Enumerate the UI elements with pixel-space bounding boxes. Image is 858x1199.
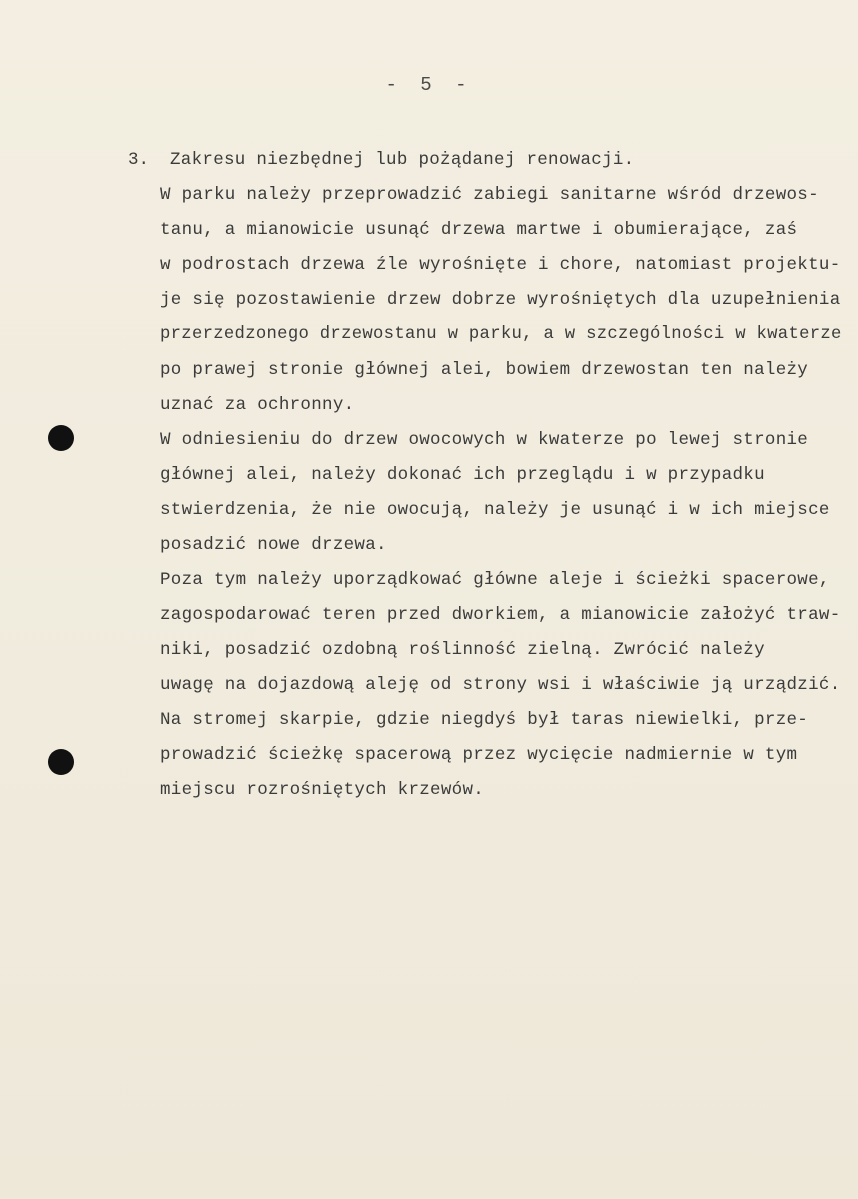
text-line: po prawej stronie głównej alei, bowiem drzewostan ten należy: [160, 360, 809, 380]
text-line: Poza tym należy uporządkować główne aleje i ścieżki spacerowe,: [160, 570, 830, 590]
page-number: - 5 -: [385, 74, 473, 96]
text-line: głównej alei, należy dokonać ich przeglądu i w przypadku: [160, 465, 765, 485]
text-line: niki, posadzić ozdobną roślinność zielną. Zwrócić należy: [160, 640, 765, 660]
text-line: zagospodarować teren przed dworkiem, a mianowicie założyć traw-: [160, 605, 841, 625]
text-line: posadzić nowe drzewa.: [160, 535, 387, 555]
text-line: uwagę na dojazdową aleję od strony wsi i właściwie ją urządzić.: [160, 675, 841, 695]
text-line: w podrostach drzewa źle wyrośnięte i chore, natomiast projektu-: [160, 255, 841, 275]
punch-hole: [48, 749, 74, 775]
text-line: uznać za ochronny.: [160, 395, 355, 415]
text-line: W parku należy przeprowadzić zabiegi sanitarne wśród drzewos-: [160, 185, 819, 205]
section-title: Zakresu niezbędnej lub pożądanej renowacji.: [170, 150, 635, 170]
section-number: 3.: [128, 150, 150, 170]
text-line: Na stromej skarpie, gdzie niegdyś był taras niewielki, prze-: [160, 710, 809, 730]
text-line: prowadzić ścieżkę spacerową przez wycięcie nadmiernie w tym: [160, 745, 798, 765]
text-line: tanu, a mianowicie usunąć drzewa martwe i obumierające, zaś: [160, 220, 798, 240]
text-line: stwierdzenia, że nie owocują, należy je usunąć i w ich miejsce: [160, 500, 830, 520]
text-line: je się pozostawienie drzew dobrze wyrośniętych dla uzupełnienia: [160, 290, 841, 310]
punch-hole: [48, 425, 74, 451]
text-line: miejscu rozrośniętych krzewów.: [160, 780, 485, 800]
text-line: W odniesieniu do drzew owocowych w kwaterze po lewej stronie: [160, 430, 809, 450]
text-line: przerzedzonego drzewostanu w parku, a w szczególności w kwaterze: [160, 325, 842, 344]
